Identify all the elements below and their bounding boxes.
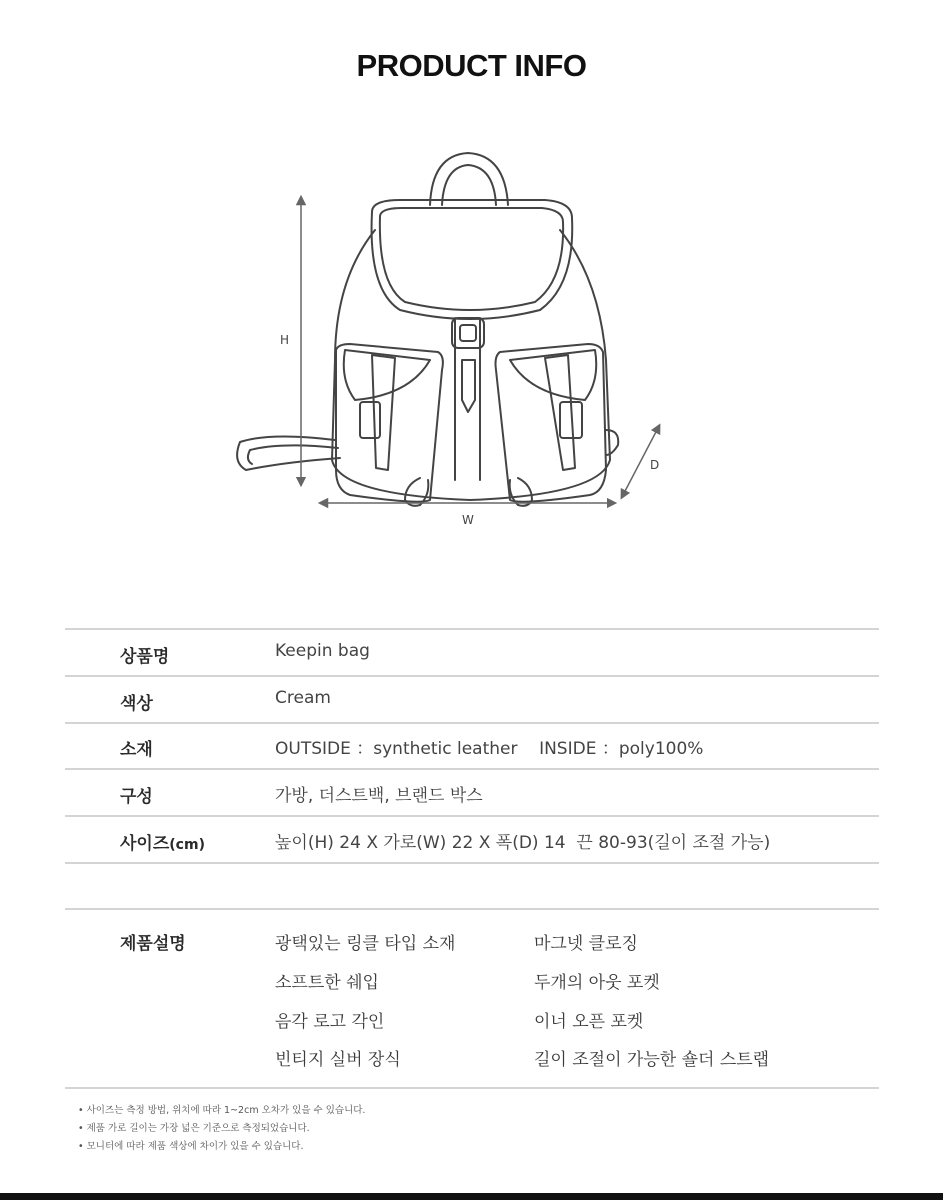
feature-item: 이너 오픈 포켓 xyxy=(534,1012,644,1032)
spec-label: 소재 xyxy=(120,740,153,760)
spec-value: OUTSIDE ：synthetic leather INSIDE ：poly100% xyxy=(275,739,704,759)
note-item: • 제품 가로 길이는 가장 넓은 기준으로 측정되었습니다. xyxy=(78,1123,310,1134)
feature-item: 빈티지 실버 장식 xyxy=(275,1050,401,1070)
depth-label: D xyxy=(650,458,660,472)
note-item: • 모니터에 따라 제품 색상에 차이가 있을 수 있습니다. xyxy=(78,1141,304,1152)
spec-label: 상품명 xyxy=(120,647,170,667)
bottom-bar xyxy=(0,1193,943,1200)
spec-value: Keepin bag xyxy=(275,641,370,661)
feature-item: 길이 조절이 가능한 숄더 스트랩 xyxy=(534,1050,770,1070)
divider xyxy=(65,1087,879,1089)
spec-value: 가방, 더스트백, 브랜드 박스 xyxy=(275,786,483,806)
divider xyxy=(65,722,879,724)
divider xyxy=(65,628,879,630)
divider xyxy=(65,862,879,864)
page-title: PRODUCT INFO xyxy=(356,48,587,83)
height-label: H xyxy=(280,333,290,347)
spec-label: 색상 xyxy=(120,694,153,714)
width-label: W xyxy=(462,513,474,527)
divider xyxy=(65,768,879,770)
note-item: • 사이즈는 측정 방법, 위치에 따라 1~2cm 오차가 있을 수 있습니다. xyxy=(78,1105,366,1116)
divider xyxy=(65,815,879,817)
feature-item: 광택있는 링클 타입 소재 xyxy=(275,934,456,954)
feature-item: 마그넷 클로징 xyxy=(534,934,638,954)
description-label: 제품설명 xyxy=(120,934,186,954)
divider xyxy=(65,908,879,910)
feature-item: 소프트한 쉐입 xyxy=(275,973,379,993)
spec-value: Cream xyxy=(275,688,331,708)
spec-label: 사이즈(cm) xyxy=(120,834,205,854)
spec-value: 높이(H) 24 X 가로(W) 22 X 폭(D) 14 끈 80-93(길이 조절 가능) xyxy=(275,833,771,853)
divider xyxy=(65,675,879,677)
feature-item: 음각 로고 각인 xyxy=(275,1012,385,1032)
spec-label: 구성 xyxy=(120,787,153,807)
feature-item: 두개의 아웃 포켓 xyxy=(534,973,660,993)
